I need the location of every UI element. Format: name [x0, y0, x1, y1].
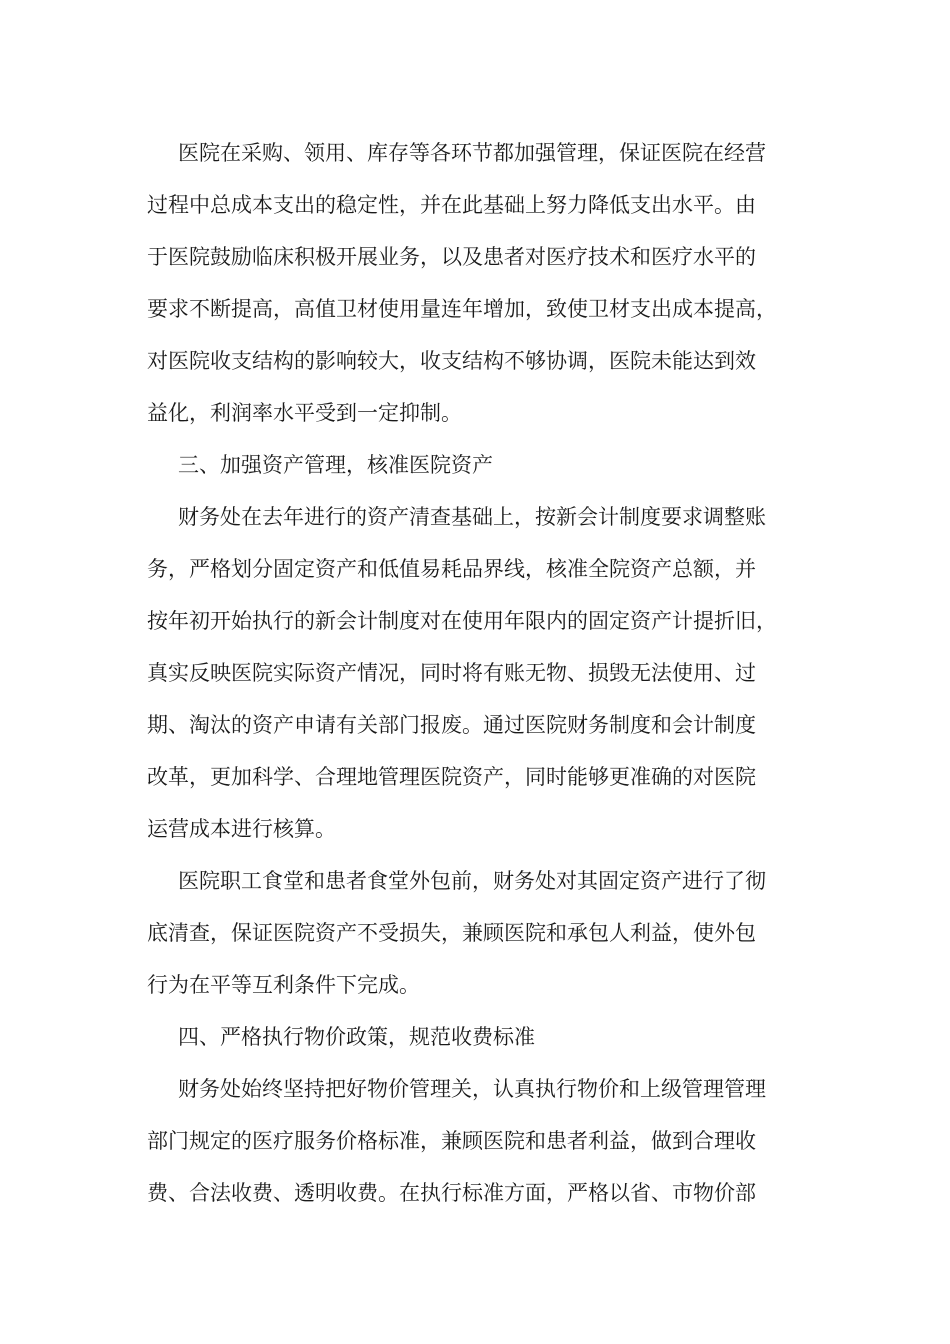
text-line: 部门规定的医疗服务价格标准，兼顾医院和患者利益，做到合理收	[147, 1129, 756, 1153]
text-line: 运营成本进行核算。	[147, 817, 336, 841]
text-line: 期、淘汰的资产申请有关部门报废。通过医院财务制度和会计制度	[147, 713, 756, 737]
text-line: 医院职工食堂和患者食堂外包前，财务处对其固定资产进行了彻	[178, 869, 766, 893]
text-line: 行为在平等互利条件下完成。	[147, 973, 420, 997]
text-line: 底清查，保证医院资产不受损失，兼顾医院和承包人利益，使外包	[147, 921, 756, 945]
heading-text: 四、严格执行物价政策，规范收费标准	[178, 1025, 535, 1049]
text-line: 益化，利润率水平受到一定抑制。	[147, 401, 462, 425]
text-line: 务，严格划分固定资产和低值易耗品界线，核准全院资产总额，并	[147, 557, 756, 581]
text-line: 财务处始终坚持把好物价管理关，认真执行物价和上级管理管理	[178, 1077, 766, 1101]
text-line: 于医院鼓励临床积极开展业务，以及患者对医疗技术和医疗水平的	[147, 245, 756, 269]
text-line: 医院在采购、领用、库存等各环节都加强管理，保证医院在经营	[178, 141, 766, 165]
heading-text: 三、加强资产管理，核准医院资产	[178, 453, 493, 477]
text-line: 按年初开始执行的新会计制度对在使用年限内的固定资产计提折旧，	[147, 609, 777, 633]
text-line: 过程中总成本支出的稳定性，并在此基础上努力降低支出水平。由	[147, 193, 756, 217]
text-line: 费、合法收费、透明收费。在执行标准方面，严格以省、市物价部	[147, 1181, 756, 1205]
text-line: 改革，更加科学、合理地管理医院资产，同时能够更准确的对医院	[147, 765, 756, 789]
text-line: 财务处在去年进行的资产清查基础上，按新会计制度要求调整账	[178, 505, 766, 529]
text-line: 对医院收支结构的影响较大，收支结构不够协调，医院未能达到效	[147, 349, 756, 373]
text-line: 要求不断提高，高值卫材使用量连年增加，致使卫材支出成本提高，	[147, 297, 777, 321]
text-line: 真实反映医院实际资产情况，同时将有账无物、损毁无法使用、过	[147, 661, 756, 685]
